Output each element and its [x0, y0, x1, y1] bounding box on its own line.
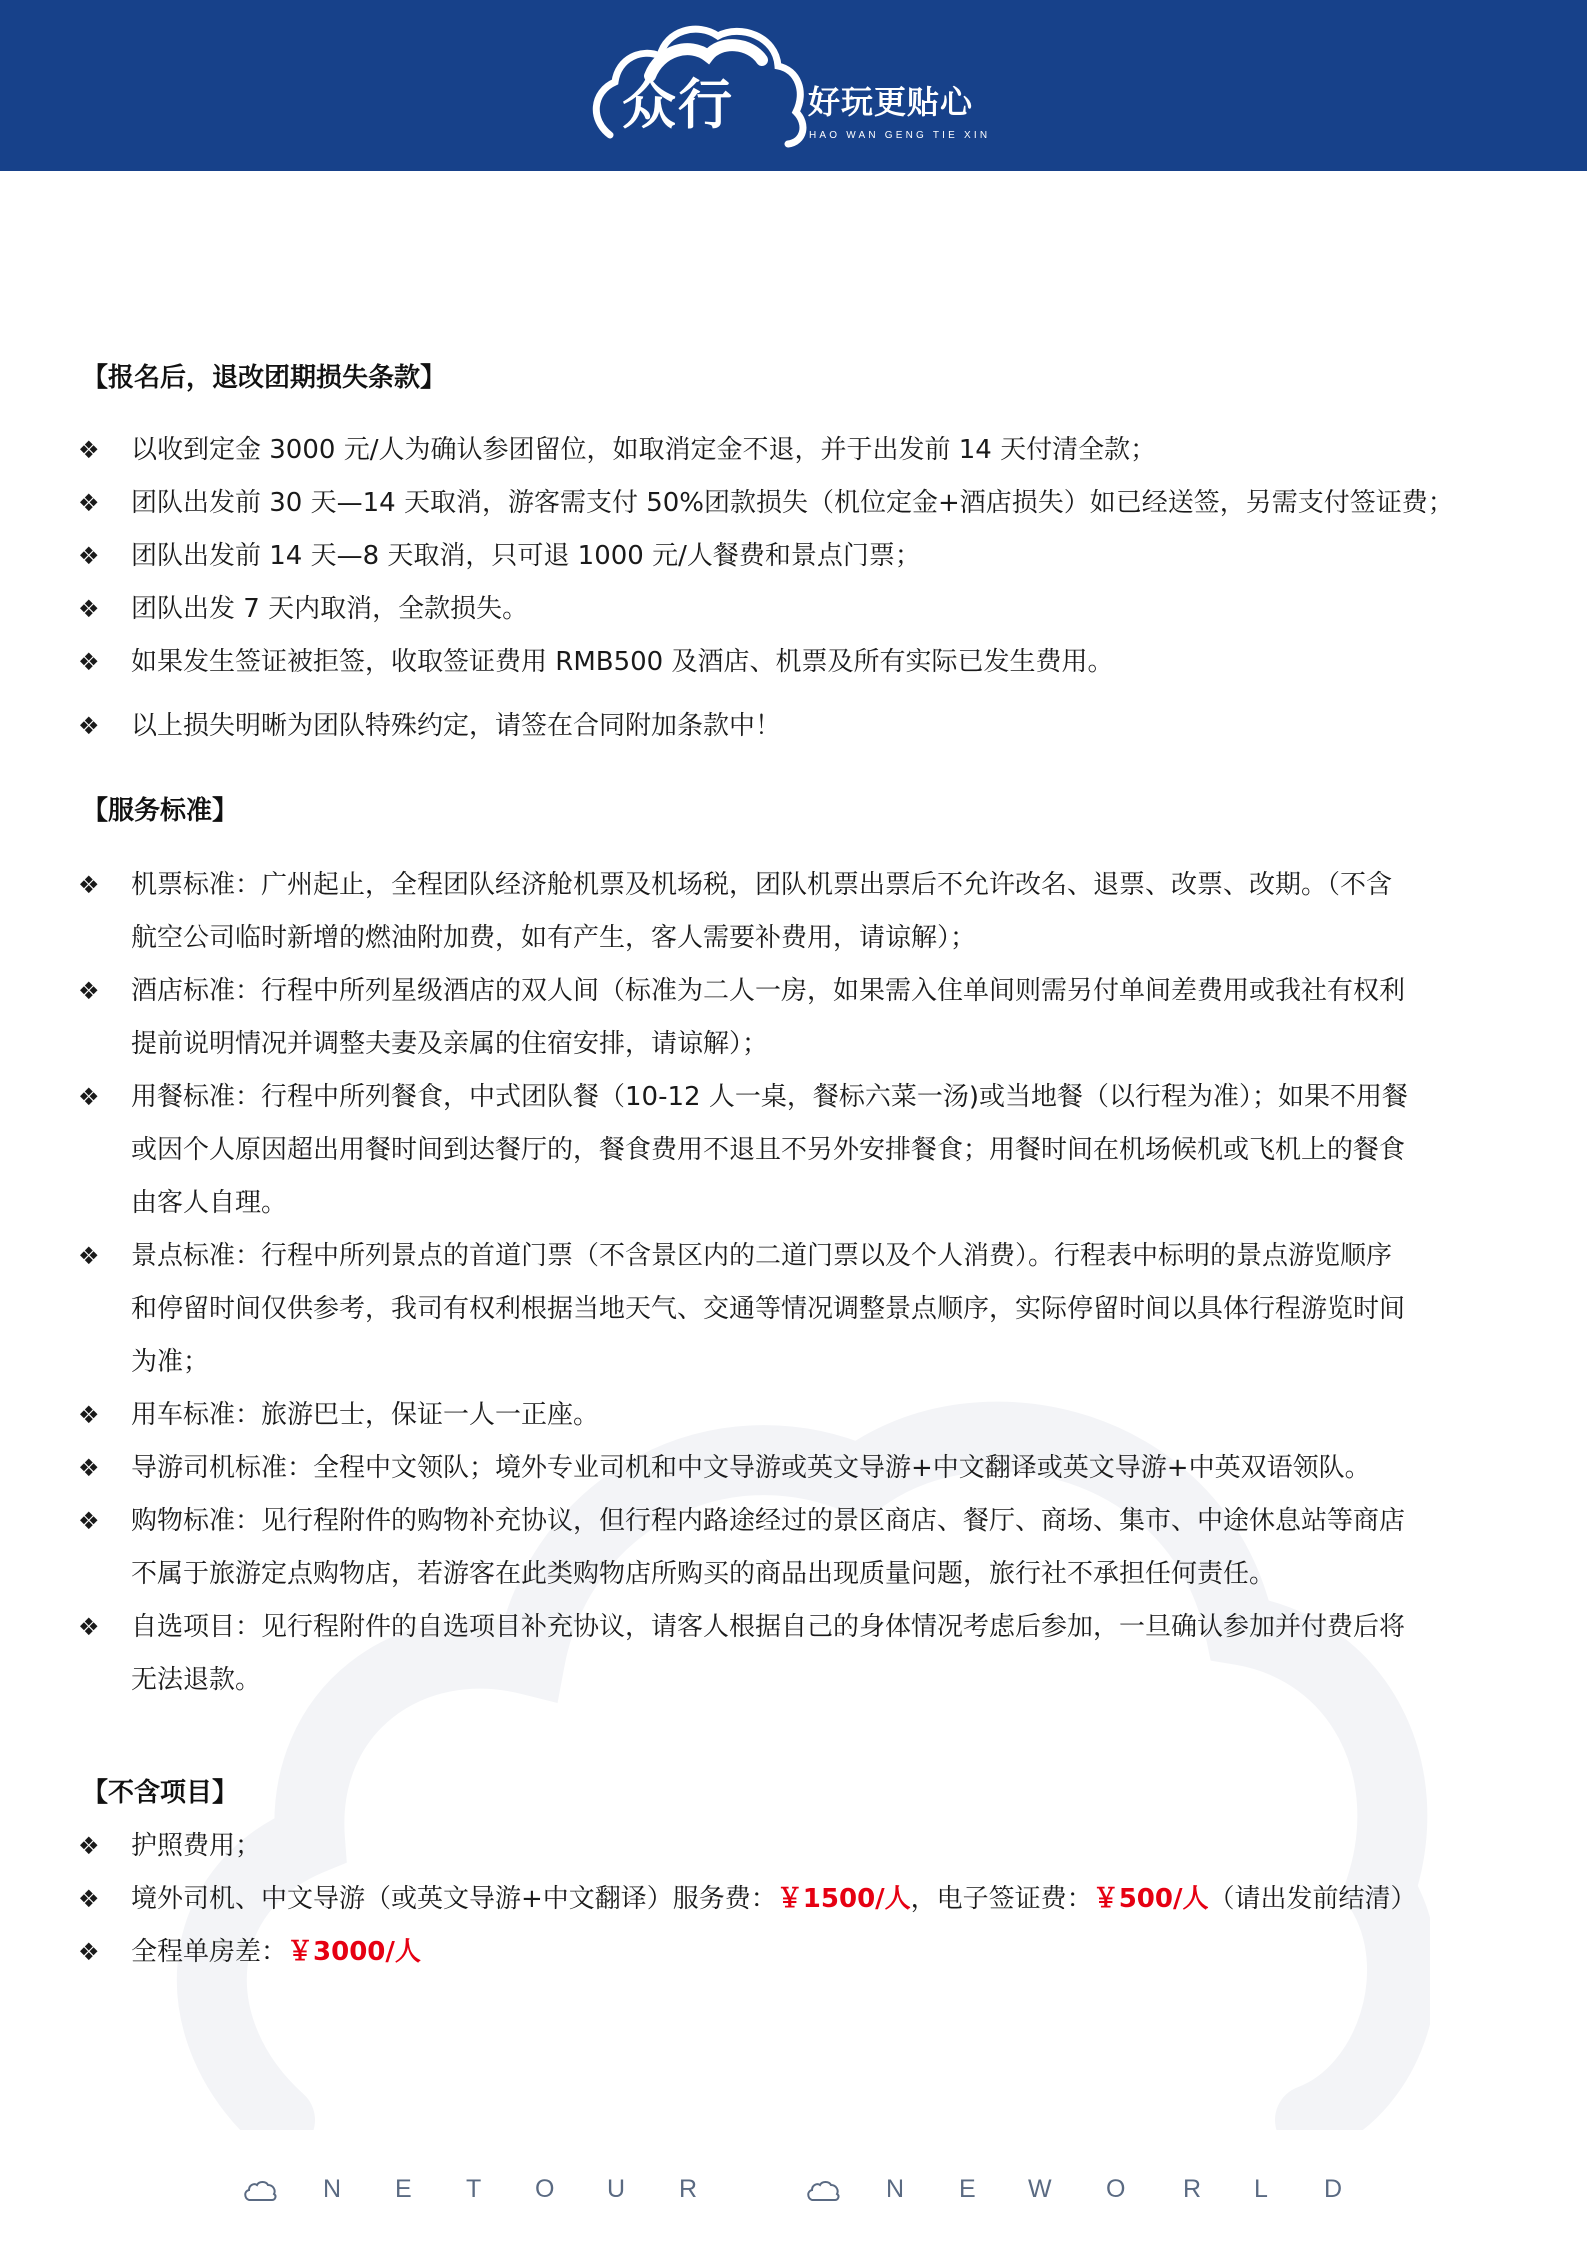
bullet-icon: ❖ [78, 977, 100, 1005]
bullet-icon: ❖ [78, 436, 100, 464]
bullet-icon: ❖ [78, 1507, 100, 1535]
footer-slogan: N E T O U R N E W O R L D [0, 2170, 1587, 2210]
bullet-icon: ❖ [78, 1454, 100, 1482]
logo-slogan: 好玩更贴心 [808, 83, 974, 121]
bullet-icon: ❖ [78, 871, 100, 899]
visa-fee-price: ￥500/人 [1092, 1884, 1209, 1914]
section-title-cancellation: 【报名后，退改团期损失条款】 [82, 363, 447, 393]
brand-logo [580, 20, 1020, 160]
logo-pinyin: HAO WAN GENG TIE XIN [809, 130, 991, 141]
service-fee-price: ￥1500/人 [776, 1884, 911, 1914]
bullet-icon: ❖ [78, 1938, 100, 1966]
single-room-price: ￥3000/人 [287, 1937, 421, 1967]
bullet-icon: ❖ [78, 1832, 100, 1860]
bullet-icon: ❖ [78, 712, 100, 740]
bullet-icon: ❖ [78, 542, 100, 570]
bullet-icon: ❖ [78, 489, 100, 517]
header-banner [0, 0, 1587, 171]
section-title-exclusions: 【不含项目】 [82, 1778, 239, 1808]
bullet-icon: ❖ [78, 1401, 100, 1429]
bullet-icon: ❖ [78, 1242, 100, 1270]
bullet-icon: ❖ [78, 1885, 100, 1913]
bullet-icon: ❖ [78, 648, 100, 676]
bullet-icon: ❖ [78, 1083, 100, 1111]
cloud-icon [806, 2180, 840, 2202]
logo-text: 众行 [622, 73, 734, 136]
section-title-service-standards: 【服务标准】 [82, 796, 239, 826]
bullet-icon: ❖ [78, 1613, 100, 1641]
bullet-icon: ❖ [78, 595, 100, 623]
cloud-icon [243, 2180, 277, 2202]
